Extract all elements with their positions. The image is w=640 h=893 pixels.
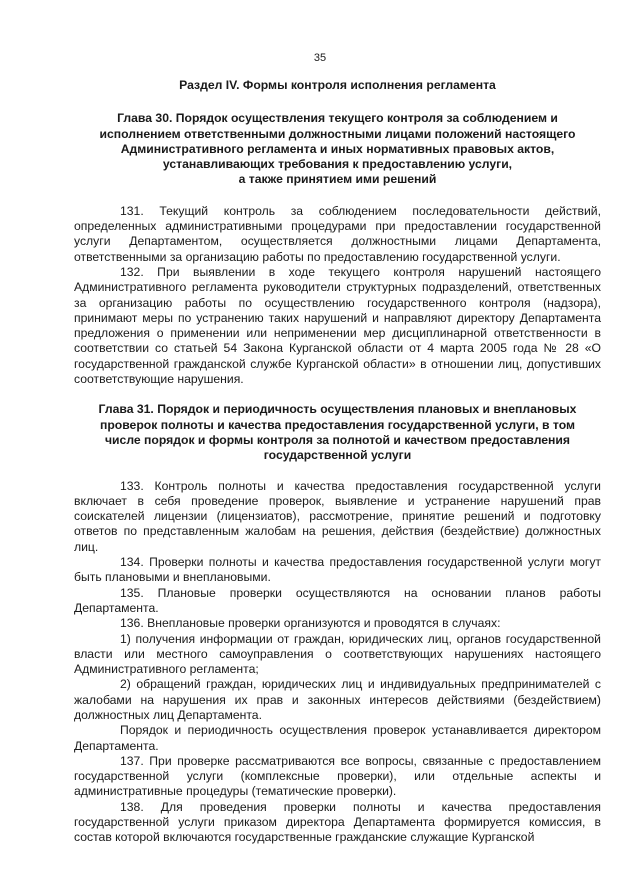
chapter-title-line: устанавливающих требования к предоставлению услуги,: [162, 157, 513, 172]
chapter-31-title: [74, 402, 601, 463]
chapter-title-line: Административного регламента и иных нормативных правовых актов,: [120, 141, 555, 156]
paragraph-135: 135. Плановые проверки осуществляются на основании планов работы Департамента.: [74, 585, 601, 615]
chapter-title-line: государственной услуги: [263, 448, 412, 463]
document-body: [74, 78, 601, 846]
paragraph-132: 132. При выявлении в ходе текущего контроля нарушений настоящего Административного регламента руководители структурных подразделений, ответственных за организацию работы по осуществлению государственного контроля (надзора), принимают меры по устранению таких нарушений и направляют директору Департамента предложения о применении или неприменении мер дисциплинарной ответственности в соответствии со статьей 54 Закона Курганской области от 4 марта 2005 года № 28 «О государственной гражданской службе Курганской области» в отношении лиц, допустивших соответствующие нарушения.: [74, 264, 601, 387]
paragraph-inspection-frequency: Порядок и периодичность осуществления проверок устанавливается директором Департамента.: [74, 723, 601, 753]
paragraph-136-item-1: 1) получения информации от граждан, юридических лиц, органов государственной власти или местного самоуправления о соответствующих нарушениях настоящего Административного регламента;: [74, 631, 601, 677]
paragraph-131: 131. Текущий контроль за соблюдением последовательности действий, определенных административными процедурами при предоставлении государственной услуги Департаментом, осуществляется должностными лицами Департамента, ответственными за организацию работы по предоставлению государственной услуги.: [74, 203, 601, 264]
chapter-title-line: Глава 31. Порядок и периодичность осуществления плановых и внеплановых: [98, 402, 577, 417]
paragraph-133: 133. Контроль полноты и качества предоставления государственной услуги включает в себя проведение проверок, выявление и устранение нарушений прав соискателей лицензии (лицензиатов), рассмотрение, принятие решений и подготовку ответов по представленным жалобам на решения, действия (бездействие) должностных лиц.: [74, 478, 601, 554]
chapter-title-line: исполнением ответственными должностными лицами положений настоящего: [99, 126, 576, 141]
chapter-title-line: числе порядок и формы контроля за полнотой и качеством предоставления: [104, 432, 571, 447]
chapter-title-line: Глава 30. Порядок осуществления текущего контроля за соблюдением и: [117, 111, 558, 126]
paragraph-137: 137. При проверке рассматриваются все вопросы, связанные с предоставлением государственной услуги (комплексные проверки), или отдельные аспекты и административные процедуры (тематические проверки).: [74, 753, 601, 799]
paragraph-136-item-2: 2) обращений граждан, юридических лиц и индивидуальных предпринимателей с жалобами на нарушения их прав и законных интересов действиями (бездействием) должностных лиц Департамента.: [74, 677, 601, 722]
chapter-30-title: [74, 111, 601, 187]
paragraph-136: 136. Внеплановые проверки организуются и проводятся в случаях:: [120, 616, 501, 631]
page-number: 35: [313, 52, 327, 64]
section-title: Раздел IV. Формы контроля исполнения регламента: [179, 78, 496, 92]
paragraph-134: 134. Проверки полноты и качества предоставления государственной услуги могут быть плановыми и внеплановыми.: [74, 555, 601, 585]
chapter-title-line: а также принятием ими решений: [238, 172, 437, 187]
paragraph-138: 138. Для проведения проверки полноты и качества предоставления государственной услуги приказом директора Департамента формируется комиссия, в состав которой включаются государственные гражданские служащие Курганской: [74, 799, 601, 845]
chapter-title-line: проверок полноты и качества предоставления государственной услуги, в том: [99, 417, 576, 432]
